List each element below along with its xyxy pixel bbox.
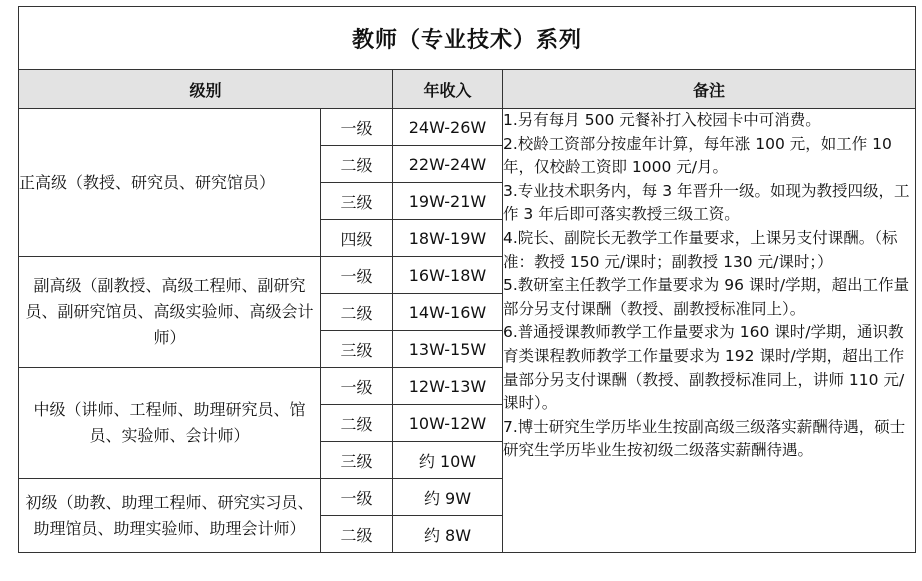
grade-cell: 一级 [321, 257, 393, 294]
income-cell: 约 8W [393, 516, 503, 553]
income-cell: 18W-19W [393, 220, 503, 257]
income-cell: 约 9W [393, 479, 503, 516]
grade-cell: 二级 [321, 516, 393, 553]
rank-label: 初级（助教、助理工程师、研究实习员、助理馆员、助理实验师、助理会计师） [25, 492, 314, 538]
note-item: 4.院长、副院长无教学工作量要求，上课另支付课酬。（标准：教授 150 元/课时；副教授 130 元/课时；） [503, 228, 898, 271]
income-cell: 24W-26W [393, 109, 503, 146]
rank-label: 中级（讲师、工程师、助理研究员、馆员、实验师、会计师） [33, 400, 306, 445]
grade-cell: 一级 [321, 479, 393, 516]
grade-cell: 二级 [321, 146, 393, 183]
grade-cell: 一级 [321, 109, 393, 146]
income-cell: 16W-18W [393, 257, 503, 294]
income-cell: 22W-24W [393, 146, 503, 183]
grade-cell: 三级 [321, 442, 393, 479]
grade-cell: 一级 [321, 368, 393, 405]
rank-senior-full [19, 109, 321, 257]
table-title: 教师（专业技术）系列 [19, 7, 916, 70]
grade-cell: 二级 [321, 294, 393, 331]
salary-table-frame [18, 6, 915, 553]
header-notes: 备注 [503, 70, 916, 109]
grade-cell: 三级 [321, 331, 393, 368]
salary-table [18, 6, 916, 553]
income-cell: 14W-16W [393, 294, 503, 331]
header-rank: 级别 [19, 70, 393, 109]
rank-label: 副高级（副教授、高级工程师、副研究员、副研究馆员、高级实验师、高级会计师） [25, 276, 314, 347]
note-item: 5.教研室主任教学工作量要求为 96 课时/学期，超出工作量部分另支付课酬（教授、副教授标准同上）。 [503, 276, 910, 318]
grade-cell: 四级 [321, 220, 393, 257]
note-item: 1.另有每月 500 元餐补打入校园卡中可消费。 [503, 111, 821, 129]
income-cell: 约 10W [393, 442, 503, 479]
rank-intermediate [19, 368, 321, 479]
rank-junior [19, 479, 321, 553]
rank-associate [19, 257, 321, 368]
grade-cell: 三级 [321, 183, 393, 220]
income-cell: 19W-21W [393, 183, 503, 220]
note-item: 2.校龄工资部分按虚年计算，每年涨 100 元，如工作 10 年，仅校龄工资即 1000 元/月。 [503, 134, 892, 177]
income-cell: 13W-15W [393, 331, 503, 368]
header-income: 年收入 [393, 70, 503, 109]
grade-cell: 二级 [321, 405, 393, 442]
note-item: 7.博士研究生学历毕业生按副高级三级落实薪酬待遇，硕士研究生学历毕业生按初级二级落实薪酬待遇。 [503, 417, 906, 460]
income-cell: 10W-12W [393, 405, 503, 442]
rank-label: 正高级（教授、研究员、研究馆员） [19, 172, 276, 192]
note-item: 6.普通授课教师教学工作量要求为 160 课时/学期，通识教育类课程教师教学工作量要求为 192 课时/学期，超出工作量部分另支付课酬（教授、副教授标准同上，讲师 110 元/课时）。 [503, 323, 905, 413]
note-item: 3.专业技术职务内，每 3 年晋升一级。如现为教授四级，工作 3 年后即可落实教授三级工资。 [503, 181, 910, 224]
notes-cell [503, 109, 916, 553]
income-cell: 12W-13W [393, 368, 503, 405]
